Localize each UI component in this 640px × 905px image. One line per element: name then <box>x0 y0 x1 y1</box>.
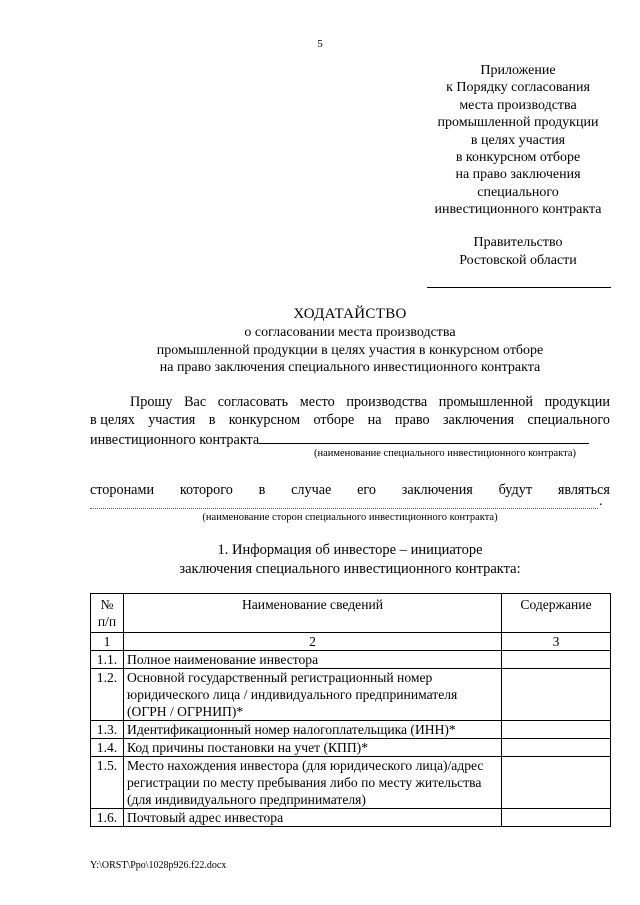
table-row <box>91 757 611 809</box>
word: отборе <box>313 412 355 428</box>
row-content[interactable] <box>502 721 611 739</box>
page-number: 5 <box>317 38 323 50</box>
appendix-line: к Порядку согласования <box>446 80 590 96</box>
word: его <box>357 482 376 498</box>
file-path-footer: Y:\ORST\Ppo\1028p926.f22.docx <box>90 860 227 871</box>
word: промышленной <box>438 394 533 410</box>
request-line-3 <box>90 429 610 449</box>
appendix-line: промышленной продукции <box>437 115 599 131</box>
table-row <box>91 739 611 757</box>
col-number: 2 <box>124 633 502 651</box>
row-num: 1.2. <box>91 669 124 721</box>
word: случае <box>291 482 332 498</box>
row-num: 1.4. <box>91 739 124 757</box>
row-content[interactable] <box>502 809 611 827</box>
col-number: 1 <box>91 633 124 651</box>
table-row <box>91 809 611 827</box>
header-content: Содержание <box>502 594 611 633</box>
word: право <box>394 412 430 428</box>
word: которого <box>179 482 233 498</box>
table-header-row <box>91 594 611 633</box>
row-num: 1.5. <box>91 757 124 809</box>
row-name: Основной государственный регистрационный номер юридического лица / индивидуального предпринимателя (ОГРН / ОГРНИП)* <box>124 669 502 721</box>
word: заключения <box>401 482 473 498</box>
row-num: 1.1. <box>91 651 124 669</box>
row-name: Почтовый адрес инвестора <box>124 809 502 827</box>
word: в целях <box>90 412 135 428</box>
contract-name-caption: (наименование специального инвестиционного контракта) <box>313 448 577 459</box>
word: являться <box>557 482 610 498</box>
request-line-4 <box>90 481 610 499</box>
row-num: 1.6. <box>91 809 124 827</box>
column-number-row <box>91 633 611 651</box>
table-row <box>91 669 611 721</box>
appendix-line: в конкурсном отборе <box>455 150 581 166</box>
appendix-header <box>400 62 636 219</box>
word: место <box>299 394 335 410</box>
word: конкурсном <box>228 412 301 428</box>
word: Прошу <box>130 394 173 410</box>
word: производства <box>346 394 428 410</box>
appendix-line: инвестиционного контракта <box>434 202 602 218</box>
appendix-line: Приложение <box>480 63 556 78</box>
row-name: Код причины постановки на учет (КПП)* <box>124 739 502 757</box>
word: будут <box>498 482 533 498</box>
contract-name-field[interactable] <box>259 429 589 444</box>
parties-caption: (наименование сторон специального инвестиционного контракта) <box>202 512 498 523</box>
request-contract-label: инвестиционного контракта <box>90 432 260 448</box>
addressee-line: Правительство <box>473 235 563 250</box>
word: в <box>258 482 266 498</box>
section-1-title <box>0 541 640 579</box>
word: специального <box>527 412 610 428</box>
header-num: № п/п <box>91 594 124 633</box>
appendix-line: на право заключения <box>455 167 581 183</box>
subtitle-line: промышленной продукции в целях участия в конкурсном отборе <box>156 342 544 358</box>
word: заключения <box>442 412 515 428</box>
row-name: Полное наименование инвестора <box>124 651 502 669</box>
request-line-1 <box>130 393 610 411</box>
parties-period: . <box>599 494 603 509</box>
section-title-line: заключения специального инвестиционного контракта: <box>179 561 521 577</box>
request-line-2 <box>90 411 610 429</box>
parties-field[interactable] <box>90 508 598 509</box>
word: согласовать <box>217 394 289 410</box>
document-title: ХОДАТАЙСТВО <box>293 306 407 322</box>
row-name: Место нахождения инвестора (для юридического лица)/адрес регистрации по месту пребывания либо по месту жительства (для индивидуального предпринимателя) <box>124 757 502 809</box>
row-num: 1.3. <box>91 721 124 739</box>
addressee <box>420 234 616 270</box>
section-title-line: 1. Информация об инвесторе – инициаторе <box>217 542 483 558</box>
word: Вас <box>184 394 207 410</box>
word: продукции <box>544 394 610 410</box>
header-name: Наименование сведений <box>124 594 502 633</box>
word: на <box>367 412 382 428</box>
addressee-line: Ростовской области <box>459 253 577 268</box>
word: в <box>208 412 216 428</box>
addressee-underline <box>427 287 611 288</box>
word: участия <box>148 412 196 428</box>
row-content[interactable] <box>502 757 611 809</box>
appendix-line: в целях участия <box>470 132 566 148</box>
row-content[interactable] <box>502 651 611 669</box>
row-name: Идентификационный номер налогоплательщика (ИНН)* <box>124 721 502 739</box>
word: сторонами <box>90 482 155 498</box>
investor-info-table <box>90 593 611 827</box>
subtitle-line: на право заключения специального инвестиционного контракта <box>159 360 541 375</box>
subtitle-line: о согласовании места производства <box>244 325 456 340</box>
row-content[interactable] <box>502 739 611 757</box>
row-content[interactable] <box>502 669 611 721</box>
table-row <box>91 651 611 669</box>
appendix-line: места производства <box>459 97 577 113</box>
table-row <box>91 721 611 739</box>
appendix-line: специального <box>477 184 559 200</box>
col-number: 3 <box>502 633 611 651</box>
document-subtitle <box>0 324 640 377</box>
